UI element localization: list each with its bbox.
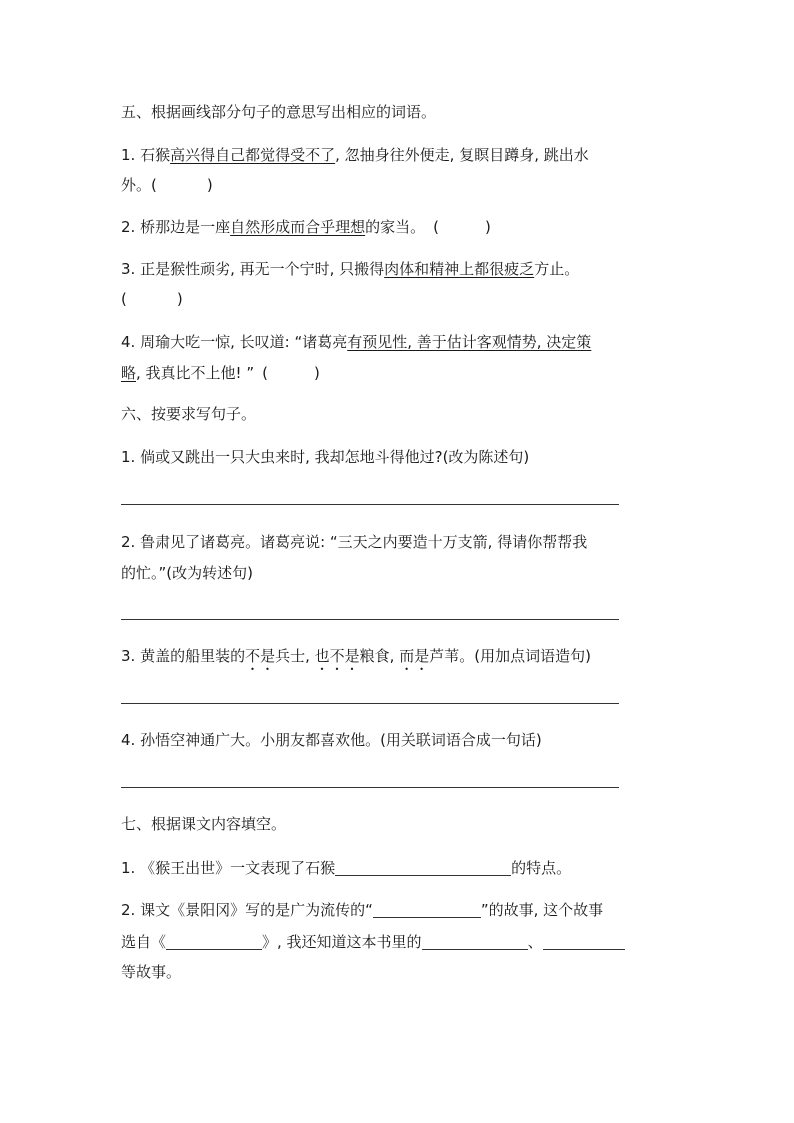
answer-paren-open[interactable]: ( — [433, 218, 439, 236]
answer-paren-open[interactable]: ( — [262, 364, 268, 382]
q-text: 外。 — [121, 176, 152, 194]
answer-line[interactable] — [121, 787, 619, 788]
sec5-q1-line2 — [121, 175, 681, 195]
sec7-q2-line1 — [121, 899, 681, 920]
q-number: 2. — [121, 218, 141, 236]
q-text: 芦苇。(用加点词语造句) — [429, 647, 591, 665]
answer-paren-close[interactable]: ) — [485, 218, 491, 236]
sec5-q3-line2 — [121, 289, 681, 309]
q-text: 桥那边是一座 — [140, 218, 231, 236]
dotted-word: 而是 — [399, 647, 430, 665]
sec5-q1-line1 — [121, 145, 681, 165]
q-number: 4. — [121, 333, 141, 351]
q-number: 3. — [121, 260, 141, 278]
q-text: 2. 课文《景阳冈》写的是广为流传的“ — [121, 901, 373, 919]
fill-blank[interactable] — [166, 931, 262, 950]
sec6-q4: 4. 孙悟空神通广大。小朋友都喜欢他。(用关联词语合成一句话) — [121, 731, 542, 749]
q-text: , 我真比不上他! ” — [136, 364, 255, 382]
answer-paren-open[interactable]: ( — [121, 290, 127, 308]
section-6-title: 六、按要求写句子。 — [121, 405, 257, 423]
fill-blank[interactable] — [422, 931, 528, 950]
q-text: 选自《 — [121, 933, 167, 951]
q-text: 3. 黄盖的船里装的 — [121, 647, 246, 665]
answer-line[interactable] — [121, 703, 619, 704]
sec6-q2-line2: 的忙。”(改为转述句) — [121, 564, 253, 582]
q-text: 、 — [527, 933, 543, 951]
sec5-q4-line1 — [121, 332, 681, 352]
sec5-q4-line2 — [121, 363, 681, 383]
q-text: 》, 我还知道这本书里的 — [262, 933, 422, 951]
sec6-q2-line1: 2. 鲁肃见了诸葛亮。诸葛亮说: “三天之内要造十万支箭, 得请你帮帮我 — [121, 533, 588, 551]
section-5-title: 五、根据画线部分句子的意思写出相应的词语。 — [121, 103, 437, 121]
dotted-word: 不是 — [245, 647, 276, 665]
q-text: , 忽抽身往外便走, 复瞑目蹲身, 跳出水 — [335, 146, 589, 164]
q-text: 正是猴性顽劣, 再无一个宁时, 只搬得 — [140, 260, 385, 278]
answer-paren-close[interactable]: ) — [176, 290, 183, 308]
sec5-q2 — [121, 217, 681, 237]
sec6-q1: 1. 倘或又跳出一只大虫来时, 我却怎地斗得他过?(改为陈述句) — [121, 448, 530, 466]
answer-paren-open[interactable]: ( — [151, 176, 157, 194]
answer-paren-close[interactable]: ) — [206, 176, 213, 194]
fill-blank[interactable] — [373, 899, 481, 918]
underlined-phrase: 有预见性, 善于估计客观情势, 决定策 — [347, 333, 592, 351]
q-text: 1. 《猴王出世》一文表现了石猴 — [121, 859, 336, 877]
q-number: 1. — [121, 146, 141, 164]
underlined-phrase: 肉体和精神上都很疲乏 — [384, 260, 535, 278]
q-text: 方止。 — [534, 260, 580, 278]
q-text: 兵士, — [275, 647, 315, 665]
fill-blank[interactable] — [543, 931, 625, 950]
q-text: 的家当。 — [365, 218, 426, 236]
q-text: 的特点。 — [511, 859, 572, 877]
answer-line[interactable] — [121, 619, 619, 620]
section-7-title: 七、根据课文内容填空。 — [121, 815, 287, 833]
q-text: 石猴 — [140, 146, 171, 164]
fill-blank[interactable] — [335, 857, 511, 876]
underlined-phrase: 高兴得自己都觉得受不了 — [170, 146, 336, 164]
sec7-q1 — [121, 857, 681, 878]
sec5-q3-line1 — [121, 259, 681, 279]
sec7-q2-line2 — [121, 931, 681, 952]
q-text: 周瑜大吃一惊, 长叹道: “诸葛亮 — [140, 333, 348, 351]
sec7-q2-line3: 等故事。 — [121, 963, 182, 981]
q-text: 粮食, — [359, 647, 400, 665]
sec6-q3 — [121, 646, 681, 674]
answer-line[interactable] — [121, 504, 619, 505]
dotted-word: 也不是 — [314, 647, 360, 665]
q-text: ”的故事, 这个故事 — [480, 901, 604, 919]
underlined-phrase: 自然形成而合乎理想 — [230, 218, 366, 236]
answer-paren-close[interactable]: ) — [313, 364, 320, 382]
underlined-phrase: 略 — [121, 364, 137, 382]
